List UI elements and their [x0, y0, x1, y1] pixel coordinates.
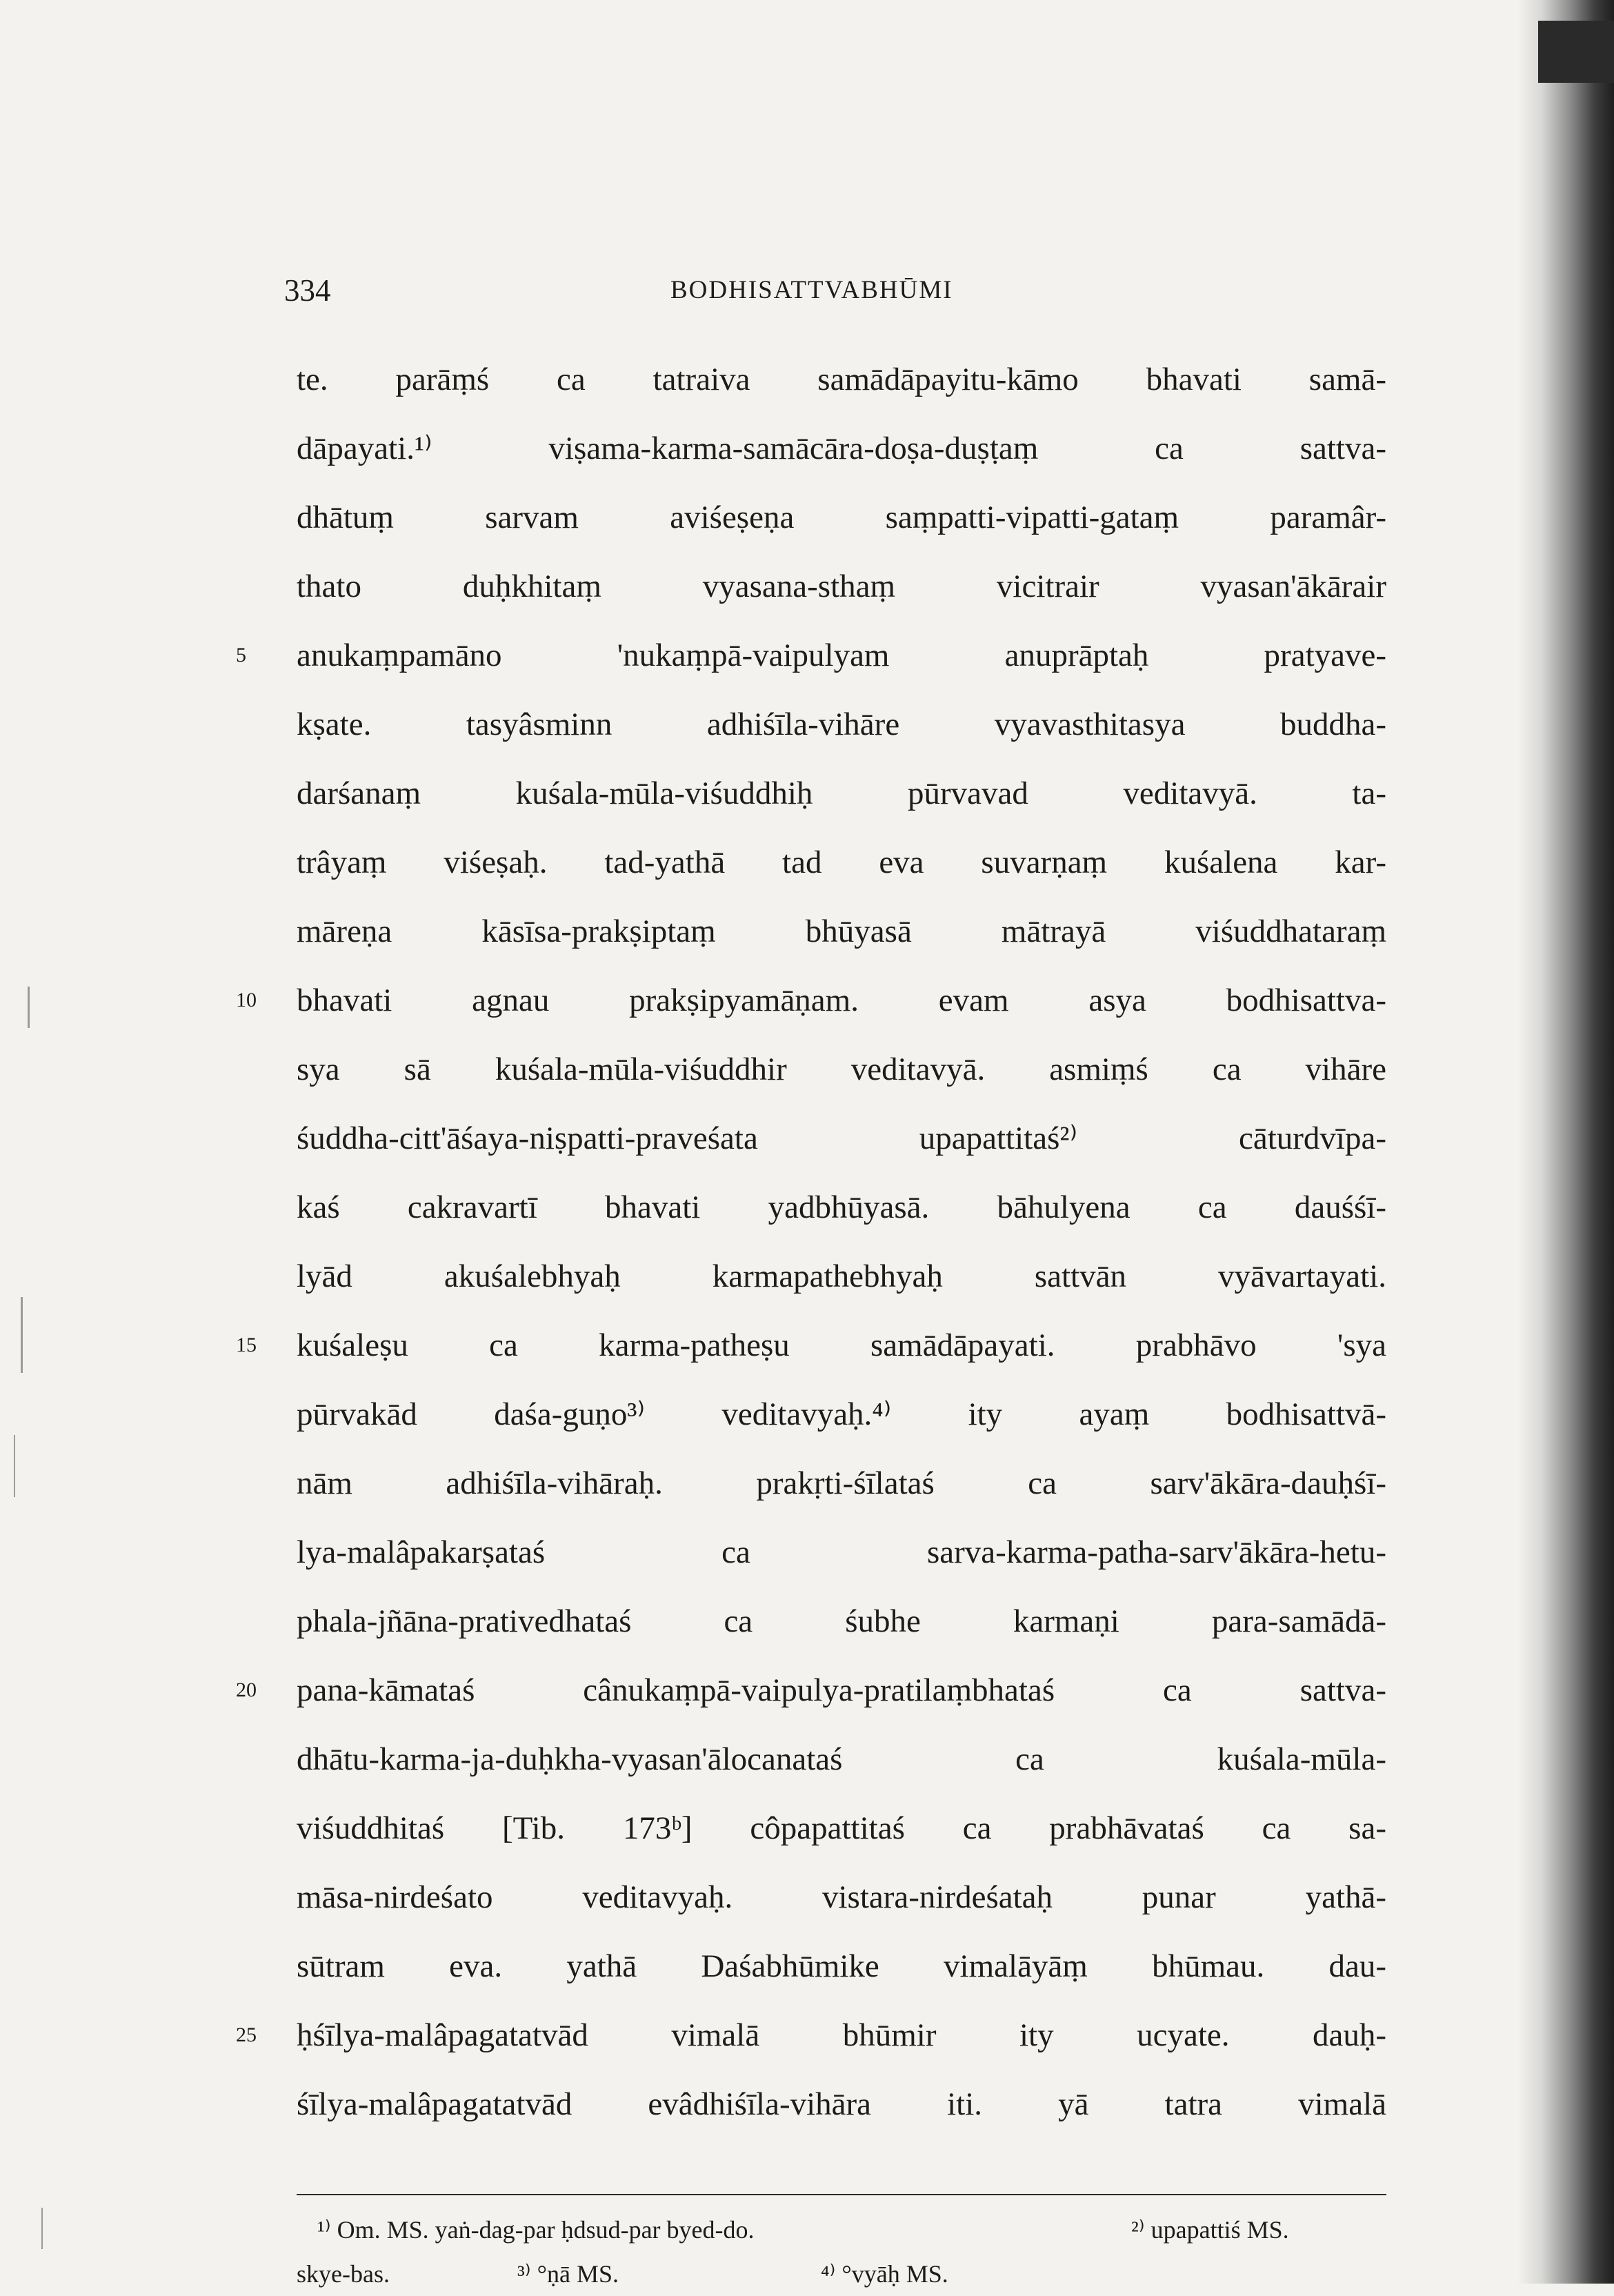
text-line — [236, 2001, 1386, 2070]
footnote-1: ¹⁾ Om. MS. yaṅ-dag-par ḥdsud-par byed-do. — [317, 2216, 755, 2244]
scan-speck — [21, 1297, 23, 1373]
line-text: pana-kāmataś cânukaṃpā-vaipulya-pratilaṃbhataś ca sattva- — [297, 1672, 1386, 1708]
line-number: 25 — [236, 2023, 257, 2046]
footnote-divider — [297, 2194, 1386, 2195]
line-text: anukaṃpamāno 'nukaṃpā-vaipulyam anuprāptaḥ pratyave- — [297, 637, 1386, 673]
line-text: kaś cakravartī bhavati yadbhūyasā. bāhulyena ca dauśśī- — [297, 1189, 1386, 1225]
text-line — [297, 690, 1386, 759]
line-text: dāpayati.¹⁾ viṣama-karma-samācāra-doṣa-duṣṭaṃ ca sattva- — [297, 430, 1386, 466]
text-line — [297, 897, 1386, 966]
text-line — [297, 1242, 1386, 1311]
line-text: māreṇa kāsīsa-prakṣiptaṃ bhūyasā mātrayā viśuddhataraṃ — [297, 913, 1386, 949]
line-number: 15 — [236, 1334, 257, 1356]
text-line — [297, 414, 1386, 483]
line-text: dhātuṃ sarvam aviśeṣeṇa saṃpatti-vipatti-gataṃ paramâr- — [297, 499, 1386, 535]
line-number: 10 — [236, 989, 257, 1011]
line-text: māsa-nirdeśato veditavyaḥ. vistara-nirdeśataḥ punar yathā- — [297, 1879, 1386, 1915]
line-text: lyād akuśalebhyaḥ karmapathebhyaḥ sattvān vyāvartayati. — [297, 1258, 1386, 1294]
line-text: śīlya-malâpagatatvād evâdhiśīla-vihāra iti. yā tatra vimalā — [297, 2086, 1386, 2122]
scan-page-edge-top — [1538, 21, 1614, 83]
line-text: phala-jñāna-prativedhataś ca śubhe karmaṇi para-samādā- — [297, 1603, 1386, 1639]
text-line — [297, 1587, 1386, 1656]
text-line — [297, 759, 1386, 828]
scan-speck — [14, 1435, 15, 1497]
line-text: thato duḥkhitaṃ vyasana-sthaṃ vicitrair vyasan'ākārair — [297, 568, 1386, 604]
text-line — [236, 1656, 1386, 1725]
line-text: nām adhiśīla-vihāraḥ. prakṛti-śīlataś ca sarv'ākāra-dauḥśī- — [297, 1465, 1386, 1501]
page-number: 334 — [284, 273, 331, 308]
text-line — [236, 621, 1386, 690]
text-line — [297, 552, 1386, 621]
footnotes — [297, 2208, 1393, 2296]
text-line — [297, 1104, 1386, 1173]
text-line — [297, 828, 1386, 897]
text-line — [236, 1311, 1386, 1380]
line-text: sūtram eva. yathā Daśabhūmike vimalāyāṃ bhūmau. dau- — [297, 1948, 1386, 1984]
footnote-2: ²⁾ upapattiś MS. — [1131, 2216, 1289, 2244]
line-text: kuśaleṣu ca karma-patheṣu samādāpayati. prabhāvo 'sya — [297, 1327, 1386, 1363]
text-line — [297, 1932, 1386, 2001]
text-line — [297, 1449, 1386, 1518]
line-text: pūrvakād daśa-guṇo³⁾ veditavyaḥ.⁴⁾ ity ayaṃ bodhisattvā- — [297, 1396, 1386, 1432]
line-text: viśuddhitaś [Tib. 173ᵇ] côpapattitaś ca prabhāvataś ca sa- — [297, 1810, 1386, 1846]
text-line — [297, 1794, 1386, 1863]
running-head — [284, 273, 1360, 321]
scan-page-edge — [1517, 0, 1614, 2284]
scan-speck — [28, 987, 30, 1028]
text-line — [236, 966, 1386, 1035]
text-line — [297, 1863, 1386, 1932]
footnote-line — [317, 2208, 1393, 2252]
line-text: te. parāṃś ca tatraiva samādāpayitu-kāmo bhavati samā- — [297, 362, 1386, 397]
line-number: 5 — [236, 644, 246, 666]
footnote-4: ⁴⁾ °vyāḥ MS. — [821, 2260, 948, 2288]
footnote-3: ³⁾ °ṇā MS. — [517, 2260, 619, 2288]
body-text — [236, 345, 1386, 2139]
line-text: kṣate. tasyâsminn adhiśīla-vihāre vyavasthitasya buddha- — [297, 706, 1386, 742]
line-text: trâyaṃ viśeṣaḥ. tad-yathā tad eva suvarṇaṃ kuśalena kar- — [297, 844, 1386, 880]
text-line — [297, 1380, 1386, 1449]
line-text: darśanaṃ kuśala-mūla-viśuddhiḥ pūrvavad veditavyā. ta- — [297, 775, 1386, 811]
line-text: sya sā kuśala-mūla-viśuddhir veditavyā. asmiṃś ca vihāre — [297, 1051, 1386, 1087]
text-line — [297, 345, 1386, 414]
line-number: 20 — [236, 1679, 257, 1701]
line-text: dhātu-karma-ja-duḥkha-vyasan'ālocanataś ca kuśala-mūla- — [297, 1741, 1386, 1777]
line-text: śuddha-citt'āśaya-niṣpatti-praveśata upapattitaś²⁾ cāturdvīpa- — [297, 1120, 1386, 1156]
footnote-line — [297, 2252, 1393, 2296]
running-title: BODHISATTVABHŪMI — [670, 276, 953, 304]
text-line — [297, 1518, 1386, 1587]
text-line — [297, 2070, 1386, 2139]
line-text: bhavati agnau prakṣipyamāṇam. evam asya bodhisattva- — [297, 982, 1386, 1018]
text-line — [297, 1035, 1386, 1104]
footnote-2-continuation: skye-bas. — [297, 2260, 390, 2288]
scan-speck — [41, 2208, 43, 2249]
line-text: lya-malâpakarṣataś ca sarva-karma-patha-sarv'ākāra-hetu- — [297, 1534, 1386, 1570]
line-text: ḥśīlya-malâpagatatvād vimalā bhūmir ity ucyate. dauḥ- — [297, 2017, 1386, 2053]
text-line — [297, 483, 1386, 552]
text-line — [297, 1725, 1386, 1794]
text-line — [297, 1173, 1386, 1242]
